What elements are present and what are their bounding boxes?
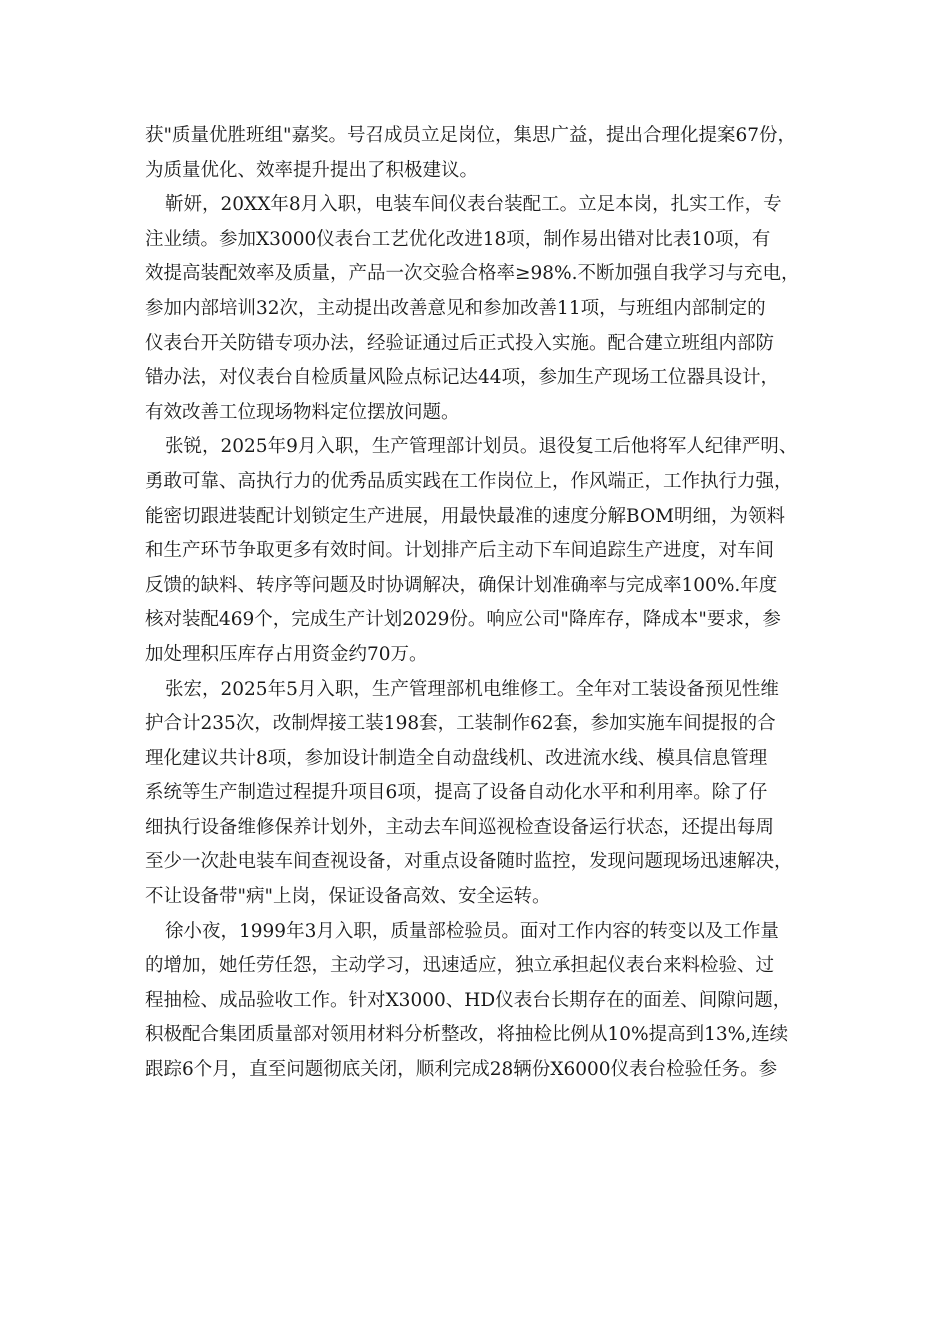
text-line: 加处理积压库存占用资金约70万。 [145, 643, 428, 665]
text-line: 程抽检、成品验收工作。针对X3000、HD仪表台长期存在的面差、间隙问题， [145, 989, 792, 1011]
text-line: 注业绩。参加X3000仪表台工艺优化改进18项，制作易出错对比表10项，有 [145, 228, 771, 250]
document-body [145, 119, 805, 1088]
text-line: 参加内部培训32次，主动提出改善意见和参加改善11项，与班组内部制定的 [145, 297, 766, 319]
text-line: 勇敢可靠、高执行力的优秀品质实践在工作岗位上，作风端正，工作执行力强， [145, 470, 793, 492]
text-line: 张锐，2025年9月入职，生产管理部计划员。退役复工后他将军人纪律严明、 [165, 436, 798, 458]
text-line: 反馈的缺料、转序等问题及时协调解决，确保计划准确率与完成率100%.年度 [145, 574, 778, 596]
text-line: 仪表台开关防错专项办法，经验证通过后正式投入实施。配合建立班组内部防 [145, 332, 775, 354]
text-line: 积极配合集团质量部对领用材料分析整改，将抽检比例从10%提高到13%,连续 [145, 1024, 789, 1046]
text-line: 能密切跟进装配计划锁定生产进展，用最快最准的速度分解BOM明细，为领料 [145, 505, 786, 527]
text-line: 效提高装配效率及质量，产品一次交验合格率≥98%.不断加强自我学习与充电， [145, 263, 800, 285]
text-line: 为质量优化、效率提升提出了积极建议。 [145, 159, 479, 181]
text-line: 不让设备带"病"上岗，保证设备高效、安全运转。 [145, 886, 551, 908]
text-line: 获"质量优胜班组"嘉奖。号召成员立足岗位，集思广益，提出合理化提案67份， [145, 125, 797, 146]
text-line: 有效改善工位现场物料定位摆放问题。 [145, 401, 460, 423]
text-line: 系统等生产制造过程提升项目6项，提高了设备自动化水平和利用率。除了仔 [145, 782, 768, 804]
text-line: 护合计235次，改制焊接工装198套，工装制作62套，参加实施车间提报的合 [145, 713, 776, 735]
text-line: 核对装配469个，完成生产计划2029份。响应公司"降库存，降成本"要求，参 [145, 609, 781, 631]
text-line: 的增加，她任劳任怨，主动学习，迅速适应，独立承担起仪表台来料检验、过 [145, 955, 775, 977]
text-line: 细执行设备维修保养计划外，主动去车间巡视检查设备运行状态，还提出每周 [145, 816, 775, 838]
text-line: 错办法，对仪表台自检质量风险点标记达44项，参加生产现场工位器具设计， [145, 367, 780, 389]
text-line: 跟踪6个月，直至问题彻底关闭，顺利完成28辆份X6000仪表台检验任务。参 [145, 1059, 778, 1081]
text-line: 至少一次赴电装车间查视设备，对重点设备随时监控，发现问题现场迅速解决， [145, 851, 793, 873]
text-line: 靳妍，20XX年8月入职，电装车间仪表台装配工。立足本岗，扎实工作，专 [165, 194, 782, 216]
text-line: 张宏，2025年5月入职，生产管理部机电维修工。全年对工装设备预见性维 [165, 678, 779, 700]
text-line: 理化建议共计8项，参加设计制造全自动盘线机、改进流水线、模具信息管理 [145, 747, 768, 769]
text-line: 和生产环节争取更多有效时间。计划排产后主动下车间追踪生产进度，对车间 [145, 540, 775, 562]
text-line: 徐小夜，1999年3月入职，质量部检验员。面对工作内容的转变以及工作量 [165, 920, 779, 942]
